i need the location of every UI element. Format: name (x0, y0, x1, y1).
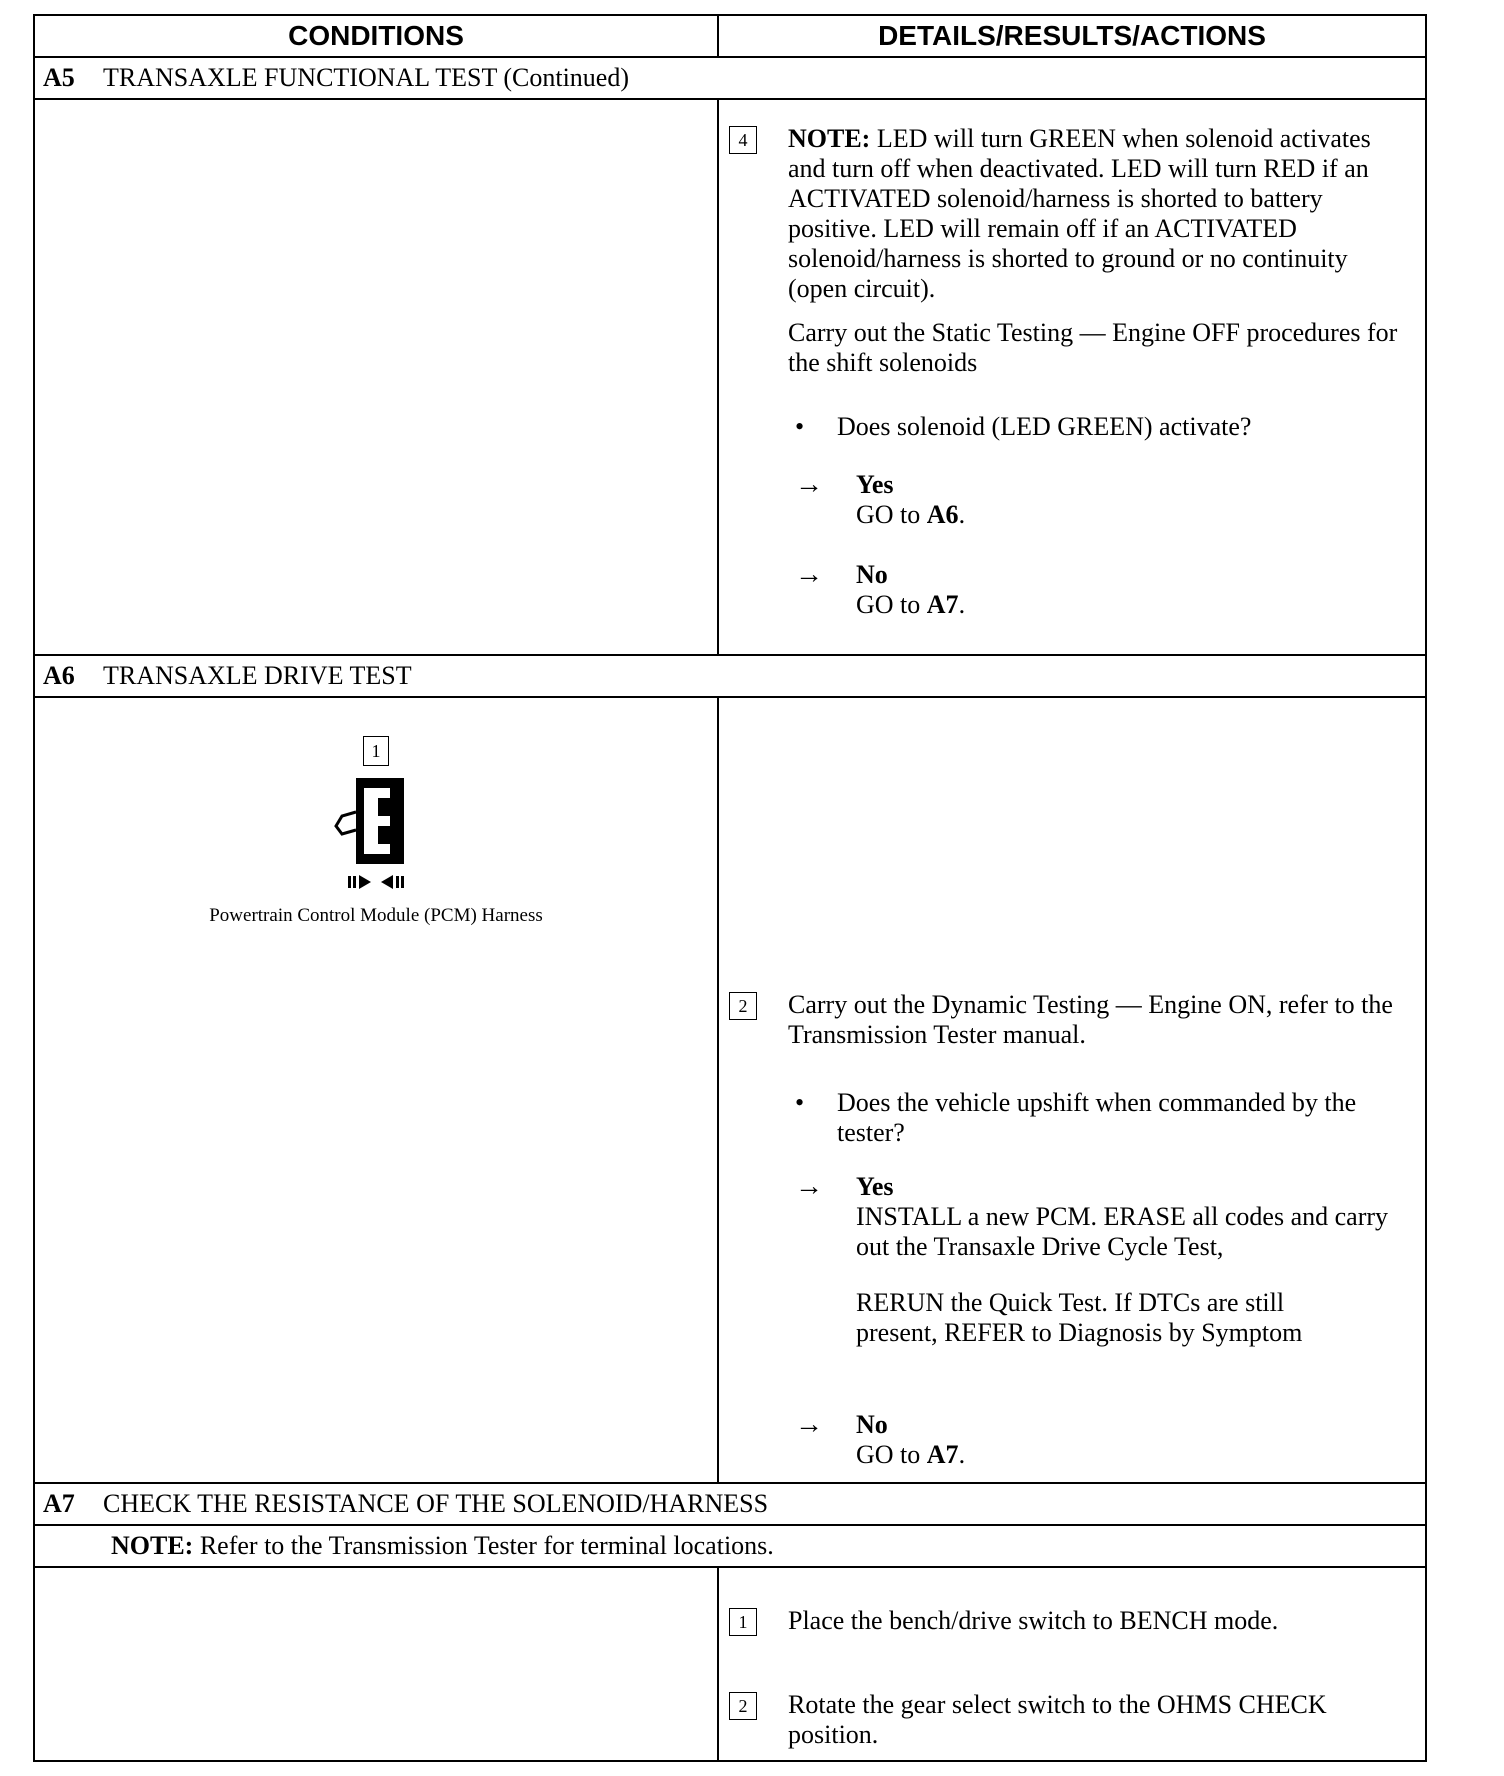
note-paragraph (788, 124, 1411, 304)
yes-action-2: RERUN the Quick Test. If DTCs are still present, REFER to Diagnosis by Symptom (856, 1288, 1303, 1347)
section-code: A6 (43, 661, 75, 690)
goto-text: GO to (856, 1440, 921, 1469)
section-a7-body (35, 1568, 1425, 1760)
section-a6-title-row (35, 656, 1425, 698)
section-title: TRANSAXLE FUNCTIONAL TEST (Continued) (103, 63, 630, 92)
connector-caption: Powertrain Control Module (PCM) Harness (209, 905, 543, 926)
right-arrow-icon: → (795, 469, 823, 500)
yes-action: GO to A6. (856, 500, 966, 529)
question-text: Does solenoid (LED GREEN) activate? (837, 412, 1252, 441)
no-action: GO to A7. (856, 1440, 966, 1469)
section-code: A5 (43, 63, 75, 92)
details-header: DETAILS/RESULTS/ACTIONS (878, 20, 1266, 51)
right-arrow-icon: → (795, 559, 823, 590)
step-number-box: 2 (729, 992, 757, 1020)
conditions-cell (35, 698, 719, 1482)
yes-action-1: INSTALL a new PCM. ERASE all codes and carry out the Transaxle Drive Cycle Test, (856, 1202, 1389, 1261)
details-cell (719, 1568, 1425, 1760)
diagnostic-table (33, 14, 1427, 1762)
note-label: NOTE: (788, 124, 871, 153)
table-header (35, 16, 1425, 58)
step-text: Place the bench/drive switch to BENCH mode. (788, 1606, 1279, 1635)
goto-target: A6 (926, 500, 959, 529)
section-a7-title-row (35, 1484, 1425, 1526)
goto-text: GO to (856, 590, 921, 619)
step-number-box: 1 (363, 736, 389, 766)
note-text: LED will turn GREEN when solenoid activates and turn off when deactivated. LED will turn RED if an ACTIVATED solenoid/harness is shorted to battery positive. LED will remain off if an ACTIVATED solenoid/harness is shorted to ground or no continuity (open circuit). (788, 124, 1371, 303)
goto-target: A7 (926, 1440, 959, 1469)
pcm-harness-figure (35, 736, 717, 927)
note-paragraph (35, 1526, 774, 1566)
conditions-cell (35, 100, 719, 654)
step-number-box: 1 (729, 1608, 757, 1636)
section-title: CHECK THE RESISTANCE OF THE SOLENOID/HARNESS (103, 1489, 769, 1518)
details-cell (719, 100, 1425, 654)
no-action: GO to A7. (856, 590, 966, 619)
right-arrow-icon: → (795, 1409, 823, 1440)
section-a7-note-row (35, 1526, 1425, 1568)
conditions-cell (35, 1568, 719, 1760)
yes-label: Yes (856, 470, 894, 499)
yes-result (856, 470, 1411, 530)
conditions-header: CONDITIONS (35, 16, 719, 56)
step-text: Rotate the gear select switch to the OHMS CHECK position. (788, 1690, 1327, 1749)
step-number-box: 4 (729, 126, 757, 154)
section-a5-title-row (35, 58, 1425, 100)
right-arrow-icon: → (795, 1171, 823, 1202)
section-a5-body (35, 100, 1425, 656)
instruction-text: Carry out the Static Testing — Engine OFF procedures for the shift solenoids (788, 318, 1398, 377)
instruction-text: Carry out the Dynamic Testing — Engine ON, refer to the Transmission Tester manual. (788, 990, 1393, 1049)
section-title: TRANSAXLE DRIVE TEST (103, 661, 412, 690)
section-code: A7 (43, 1489, 75, 1518)
yes-result (856, 1172, 1411, 1348)
note-label: NOTE: (111, 1531, 194, 1560)
details-cell (719, 698, 1425, 1482)
step-number-box: 2 (729, 1692, 757, 1720)
section-a6-body (35, 698, 1425, 1484)
bullet-icon: • (795, 412, 805, 441)
yes-label: Yes (856, 1172, 894, 1201)
no-result (856, 1410, 1411, 1470)
no-label: No (856, 1410, 888, 1439)
bullet-icon: • (795, 1088, 805, 1117)
no-label: No (856, 560, 888, 589)
connector-icon (35, 774, 717, 899)
goto-target: A7 (926, 590, 959, 619)
goto-text: GO to (856, 500, 921, 529)
question-text: Does the vehicle upshift when commanded by the tester? (837, 1088, 1357, 1147)
note-text: Refer to the Transmission Tester for terminal locations. (199, 1531, 774, 1560)
no-result (856, 560, 1411, 620)
